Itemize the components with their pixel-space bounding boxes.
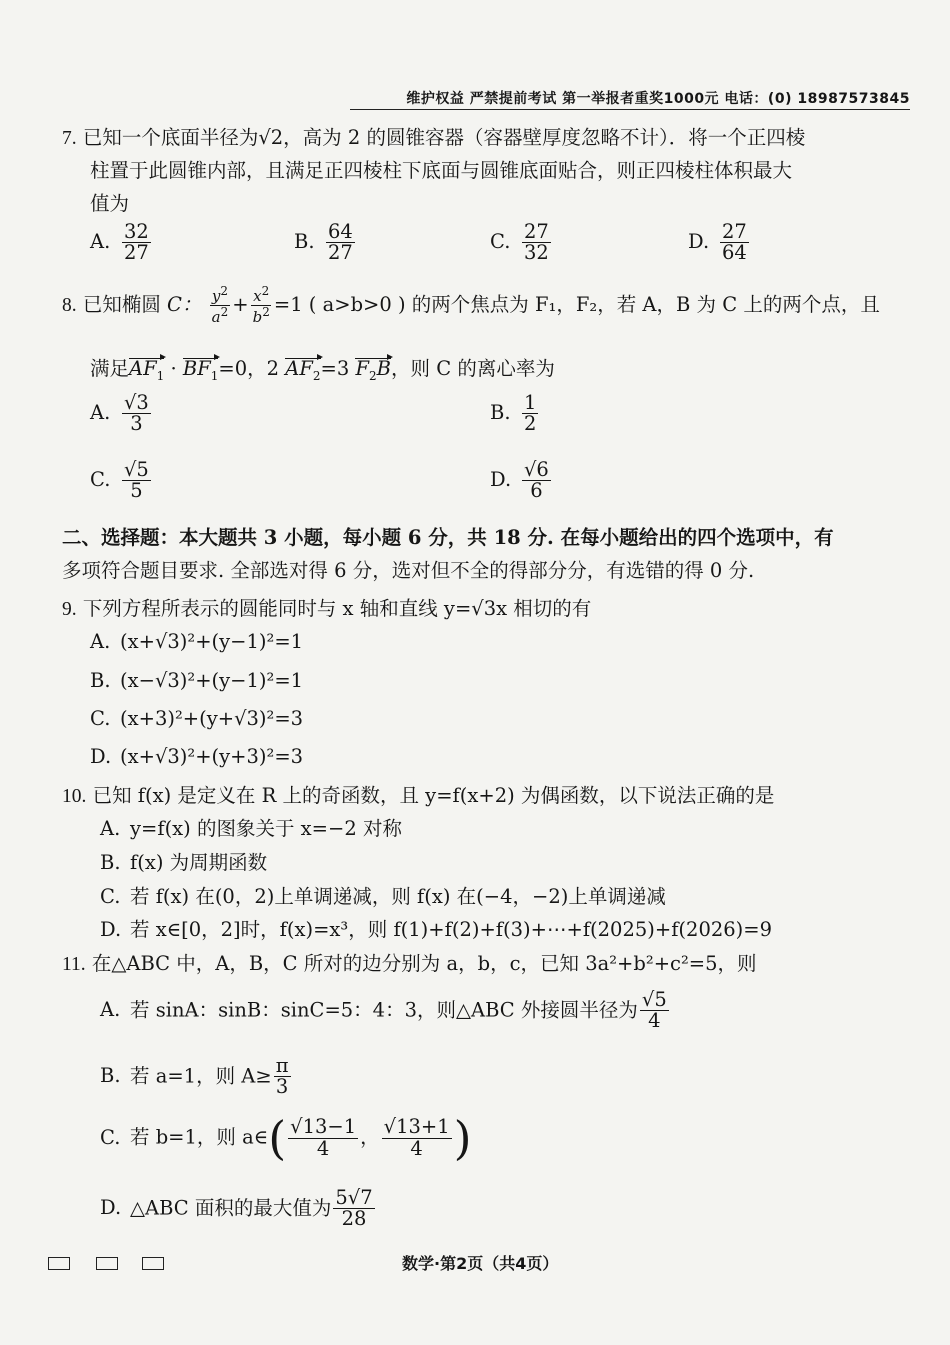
q8-option-a[interactable]: A. $\frac{√3}{3}$ <box>90 391 149 436</box>
q11-option-a[interactable]: A. 若 sinA：sinB：sinC=5：4：3，则△ABC 外接圆半径为 $\frac{√5}{4}$ <box>100 988 667 1033</box>
q9-option-b[interactable]: B. (x−√3)²+(y−1)²=1 <box>90 669 304 692</box>
section2-instructions-line1: 二、选择题：本大题共 3 小题，每小题 6 分，共 18 分. 在每小题给出的四个选项中，有 <box>62 526 834 549</box>
q7-option-c[interactable]: C. $\frac{27}{32}$ <box>490 220 549 265</box>
q11-option-c[interactable]: C. 若 b=1，则 a∈( $\frac{√13-1}{4}$ ， $\frac{√13+1}{4}$ ) <box>100 1111 472 1165</box>
q7-text-line1: 已知一个底面半径为√2，高为 2 的圆锥容器（容器壁厚度忽略不计）．将一个正四棱 <box>82 126 806 149</box>
q8-line2: 满足$AF_1 \cdot BF_1=0$，2 $AF_2=3$ $F_2B$，则 C 的离心率为 <box>90 357 555 383</box>
anti-cheating-notice: 维护权益 严禁提前考试 第一举报者重奖1000元 电话：(0) 18987573845 <box>350 88 910 110</box>
ellipse-term-x: $\frac{x^2}{b^2}$ <box>252 284 270 326</box>
q7-option-a[interactable]: A. $\frac{32}{27}$ <box>90 220 149 265</box>
q7-line1 <box>62 122 805 150</box>
q9-stem: 9. 下列方程所表示的圆能同时与 x 轴和直线 y=√3x 相切的有 <box>62 597 592 620</box>
q11-stem: 11. 在△ABC 中，A，B，C 所对的边分别为 a，b，c，已知 3a²+b²+c²=5，则 <box>62 952 757 975</box>
q9-option-a[interactable]: A. (x+√3)²+(y−1)²=1 <box>90 630 304 653</box>
q7-number: 7. <box>62 128 77 149</box>
q8-option-c[interactable]: C. $\frac{√5}{5}$ <box>90 458 149 503</box>
q7-option-d[interactable]: D. $\frac{27}{64}$ <box>688 220 747 265</box>
marker-box-1 <box>48 1257 70 1270</box>
q10-option-b[interactable]: B. f(x) 为周期函数 <box>100 851 268 874</box>
q10-option-d[interactable]: D. 若 x∈[0，2]时，f(x)=x³，则 f(1)+f(2)+f(3)+⋯+f(2025)+f(2026)=9 <box>100 918 773 941</box>
q7-text-line2: 柱置于此圆锥内部，且满足正四棱柱下底面与圆锥底面贴合，则正四棱柱体积最大 <box>90 159 793 182</box>
q11-option-b[interactable]: B. 若 a=1，则 A≥ $\frac{\pi}{3}$ <box>100 1054 289 1099</box>
section2-instructions-line2: 多项符合题目要求. 全部选对得 6 分，选对但不全的得部分分，有选错的得 0 分. <box>62 559 755 582</box>
q9-option-d[interactable]: D. (x+√3)²+(y+3)²=3 <box>90 745 304 768</box>
q7-option-b[interactable]: B. $\frac{64}{27}$ <box>294 220 353 265</box>
q9-option-c[interactable]: C. (x+3)²+(y+√3)²=3 <box>90 707 304 730</box>
q10-stem: 10. 已知 f(x) 是定义在 R 上的奇函数，且 y=f(x+2) 为偶函数，以下说法正确的是 <box>62 784 775 807</box>
q8-number: 8. <box>62 294 77 316</box>
marker-box-3 <box>142 1257 164 1270</box>
q8-option-b[interactable]: B. $\frac{1}{2}$ <box>490 391 537 436</box>
q10-option-a[interactable]: A. y=f(x) 的图象关于 x=−2 对称 <box>100 817 402 840</box>
q7-text-line3: 值为 <box>90 192 130 215</box>
marker-box-2 <box>96 1257 118 1270</box>
q11-option-d[interactable]: D. △ABC 面积的最大值为 $\frac{5√7}{28}$ <box>100 1186 373 1231</box>
q8-line1: 8. 已知椭圆 C： $\frac{y^2}{a^2}$ + $\frac{x^2}{b^2}$ =1 ( a>b>0 ) 的两个焦点为 F₁，F₂，若 A，B 为 C 上的两个点，且 <box>62 284 880 326</box>
q10-option-c[interactable]: C. 若 f(x) 在(0，2)上单调递减，则 f(x) 在(−4，−2)上单调递减 <box>100 885 666 908</box>
page-footer: 数学·第2页（共4页） <box>402 1254 559 1273</box>
q8-option-d[interactable]: D. $\frac{√6}{6}$ <box>490 458 549 503</box>
ellipse-term-y: $\frac{y^2}{a^2}$ <box>211 284 229 326</box>
